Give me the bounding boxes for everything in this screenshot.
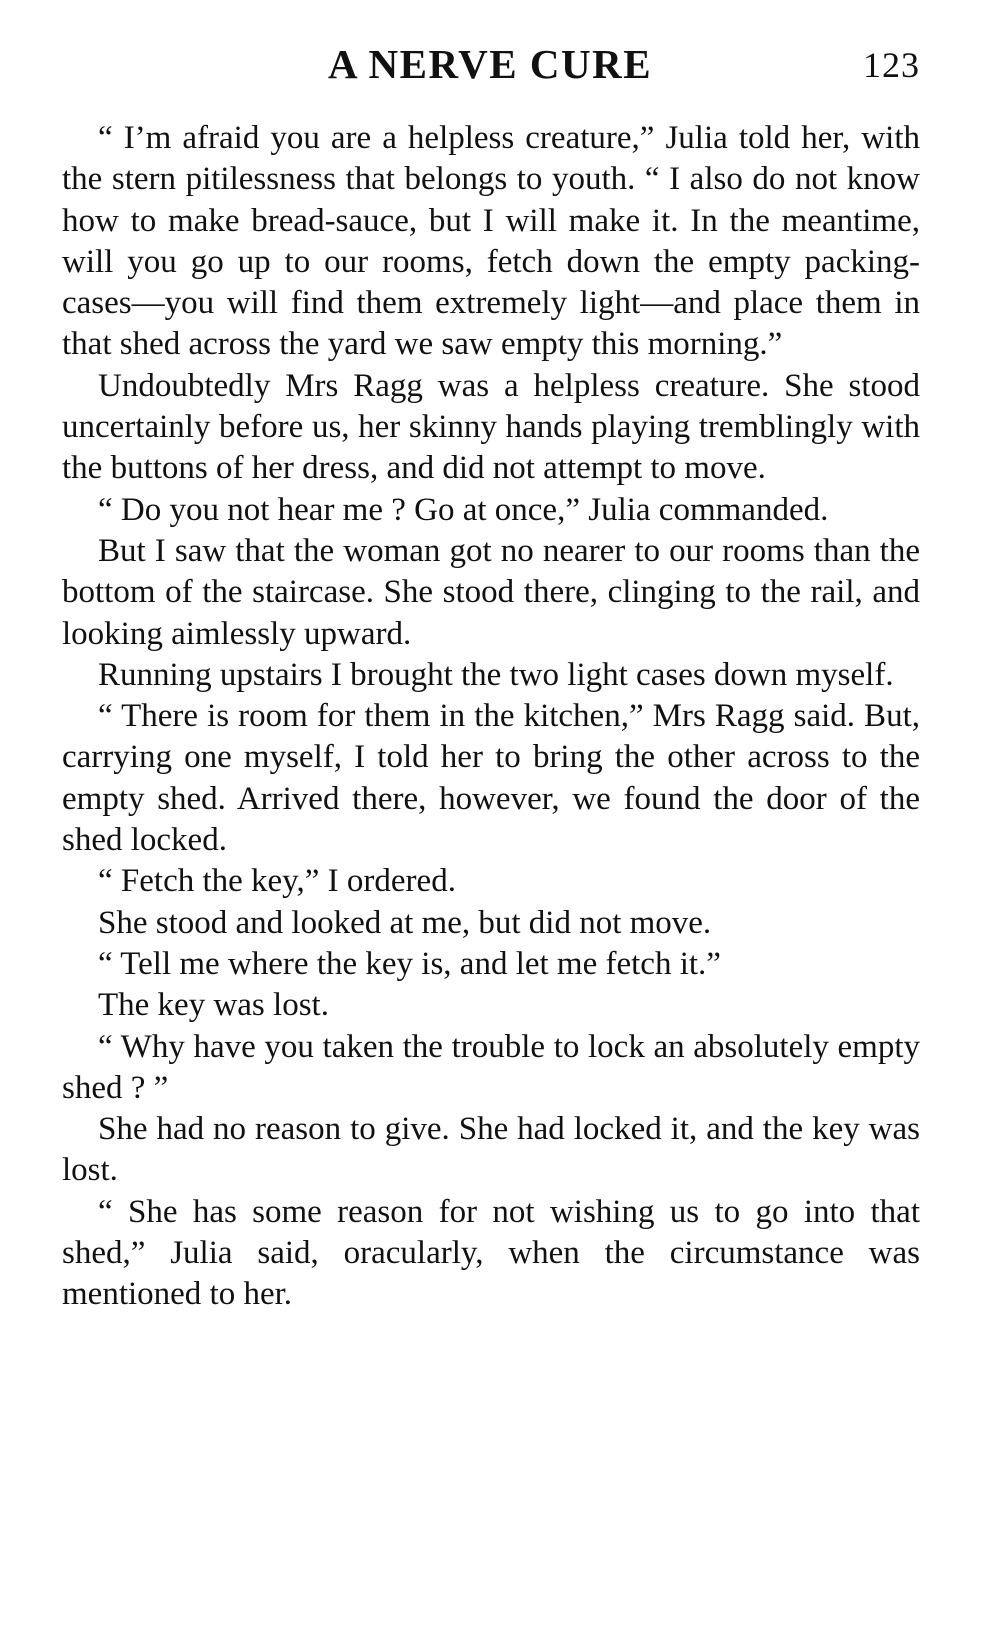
page-number: 123	[863, 45, 920, 85]
paragraph: “ She has some reason for not wishing us to go into that shed,” Julia said, oracularly, when the circumstance was mentioned to her.	[62, 1193, 920, 1313]
paragraph: She stood and looked at me, but did not move.	[98, 904, 712, 941]
paragraph: But I saw that the woman got no nearer to our rooms than the bottom of the staircase. She stood there, clinging to the rail, and looking aimlessly upward.	[62, 532, 920, 652]
paragraph: “ There is room for them in the kitchen,” Mrs Ragg said. But, carrying one myself, I told her to bring the other across to the empty shed. Arrived there, however, we found the door of the shed locked.	[62, 698, 920, 859]
running-title: A NERVE CURE	[327, 41, 653, 87]
paragraph: Running upstairs I brought the two light cases down myself.	[98, 656, 894, 693]
paragraph: The key was lost.	[98, 987, 329, 1024]
paragraph: She had no reason to give. She had locked it, and the key was lost.	[62, 1111, 920, 1189]
paragraph: “ Fetch the key,” I ordered.	[98, 863, 456, 900]
body-text	[62, 118, 920, 1316]
paragraph: “ Do you not hear me ? Go at once,” Julia commanded.	[98, 491, 829, 528]
paragraph: “ I’m afraid you are a helpless creature,” Julia told her, with the stern pitilessness that belongs to youth. “ I also do not know how to make bread-sauce, but I will make it. In the meantime, will you go up to our rooms, fetch down the empty packing-cases—you will find them extremely light—and place them in that shed across the yard we saw empty this morning.”	[62, 120, 920, 363]
running-head	[60, 40, 920, 100]
paragraph: “ Why have you taken the trouble to lock an absolutely empty shed ? ”	[62, 1028, 920, 1106]
paragraph: Undoubtedly Mrs Ragg was a helpless creature. She stood uncertainly before us, her skinny hands playing tremblingly with the buttons of her dress, and did not attempt to move.	[62, 367, 920, 487]
paragraph: “ Tell me where the key is, and let me fetch it.”	[98, 945, 721, 982]
